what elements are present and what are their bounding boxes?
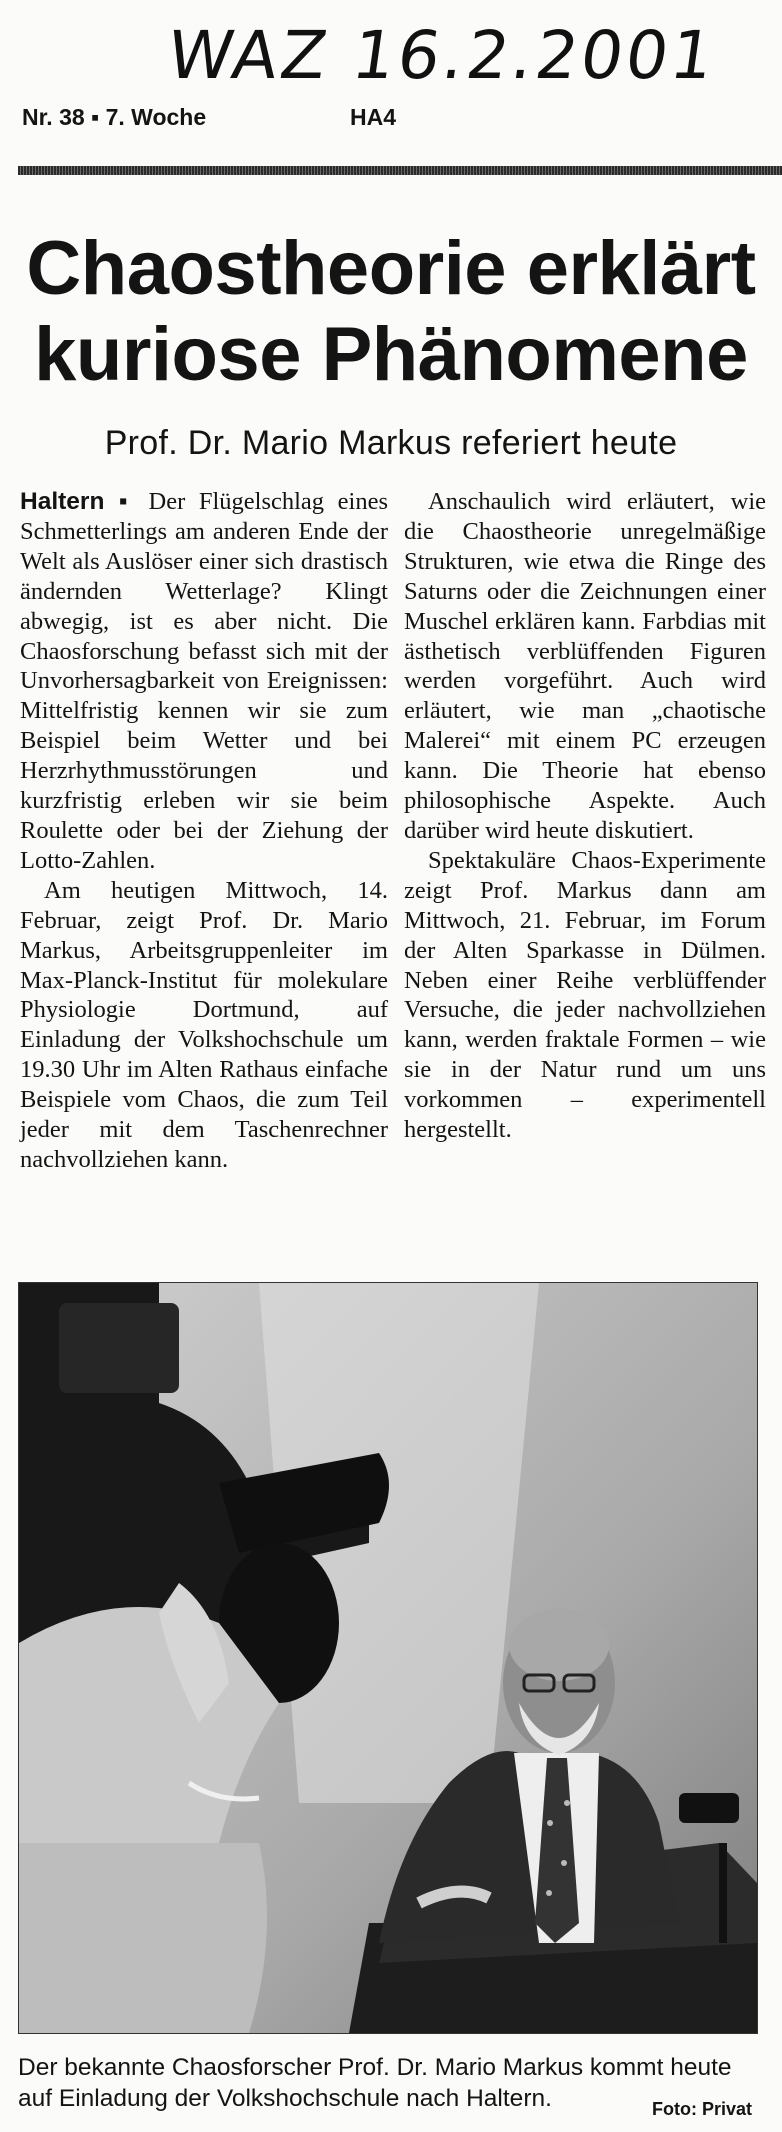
- article-column-right: [404, 487, 766, 1145]
- caption-line-1: Der bekannte Chaosforscher Prof. Dr. Mario Markus kommt heute: [18, 2054, 732, 2081]
- press-photo: [18, 1282, 758, 2034]
- photo-credit: Foto: Privat: [651, 2099, 752, 2119]
- issue-number: Nr. 38 ▪ 7. Woche: [22, 104, 207, 130]
- dateline: Haltern ▪: [20, 488, 135, 515]
- article-paragraph: Anschaulich wird erläutert, wie die Chaostheorie unregelmäßige Strukturen, wie etwa die Ringe des Saturns oder die Zeichnungen einer Muschel erklären kann. Farbdias mit ästhetisch verblüffenden Figuren werden vorgeführt. Auch wird erläutert, wie man „chaotische Malerei“ mit einem PC erzeugen kann. Die Theorie hat ebenso philosophische Aspekte. Auch darüber wird heute diskutiert.: [404, 488, 766, 844]
- article-paragraph: [20, 487, 388, 876]
- article-column-left: [20, 487, 388, 1175]
- headline: [0, 226, 782, 398]
- caption-line-2: auf Einladung der Volkshochschule nach Haltern.: [18, 2085, 552, 2112]
- handwritten-date-note: WAZ 16.2.2001: [162, 17, 722, 94]
- header-rule: [18, 166, 782, 175]
- headline-line-1: Chaostheorie erklärt: [26, 226, 756, 311]
- subheadline: Prof. Dr. Mario Markus referiert heute: [104, 424, 678, 462]
- photo-illustration: [19, 1283, 757, 2033]
- paragraph-text: Der Flügelschlag eines Schmetterlings am anderen Ende der Welt als Auslöser einer sich drastisch ändernden Wetterlage? Klingt abwegig, ist es aber nicht. Die Chaosforschung befasst sich mit der Unvorhersagbarkeit von Ereignissen: Mittelfristig kennen wir sie zum Beispiel beim Wetter und bei Herzrhythmusstörungen und kurzfristig erleben wir sie beim Roulette oder bei der Ziehung der Lotto-Zahlen.: [20, 488, 389, 874]
- article-paragraph: Am heutigen Mittwoch, 14. Februar, zeigt Prof. Dr. Mario Markus, Arbeitsgruppenleiter im Max-Planck-Institut für molekulare Physiologie Dortmund, auf Einladung der Volkshochschule um 19.30 Uhr im Alten Rathaus einfache Beispiele vom Chaos, die zum Teil jeder mit dem Taschenrechner nachvollziehen kann.: [20, 876, 388, 1173]
- edition-code: HA4: [350, 104, 397, 130]
- article-paragraph: Spektakuläre Chaos-Experimente zeigt Prof. Markus dann am Mittwoch, 21. Februar, im Forum der Alten Sparkasse in Dülmen. Neben einer Reihe verblüffender Versuche, die jeder nachvollziehen kann, werden fraktale Formen – wie sie in der Natur rund um uns vorkommen – experimentell hergestellt.: [404, 846, 766, 1144]
- headline-line-2: kuriose Phänomene: [34, 312, 748, 397]
